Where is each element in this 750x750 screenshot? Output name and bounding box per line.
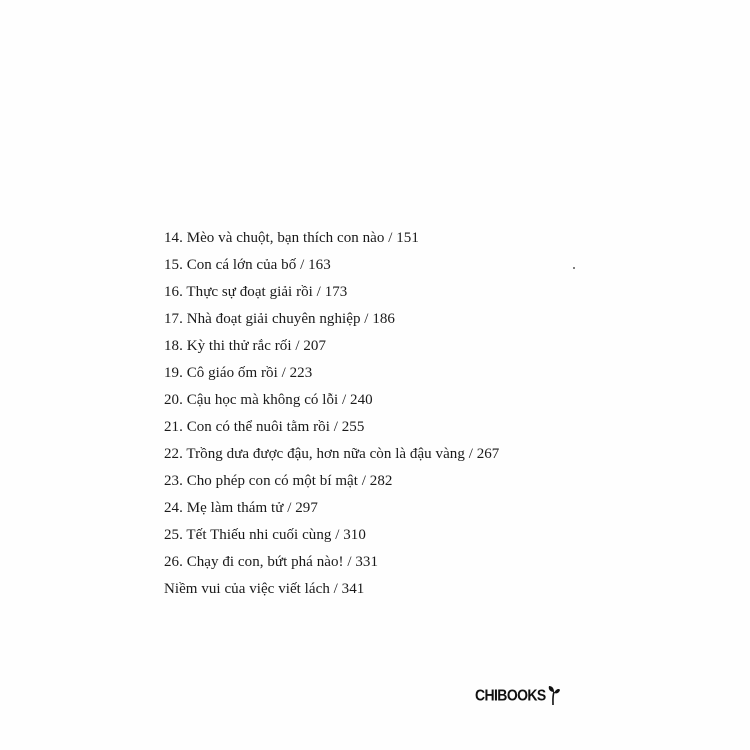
toc-entry-14: 14. Mèo và chuột, bạn thích con nào / 151 xyxy=(164,230,419,246)
toc-entry-23: 23. Cho phép con có một bí mật / 282 xyxy=(164,473,393,489)
toc-entry-22: 22. Trồng dưa được đậu, hơn nữa còn là đậu vàng / 267 xyxy=(164,446,500,462)
toc-entry-17: 17. Nhà đoạt giải chuyên nghiệp / 186 xyxy=(164,311,395,327)
publisher-logo xyxy=(475,683,561,707)
toc-entry-25: 25. Tết Thiếu nhi cuối cùng / 310 xyxy=(164,527,366,543)
toc-entry-21: 21. Con có thể nuôi tằm rồi / 255 xyxy=(164,419,365,435)
toc-entry-18: 18. Kỳ thi thử rắc rối / 207 xyxy=(164,338,327,354)
toc-entry-20: 20. Cậu học mà không có lỗi / 240 xyxy=(164,392,373,408)
publisher-logo-text: CHIBOOKS xyxy=(475,686,546,704)
sprout-icon xyxy=(547,684,561,706)
toc-entry-24: 24. Mẹ làm thám tử / 297 xyxy=(164,500,318,516)
toc-entry-16: 16. Thực sự đoạt giải rồi / 173 xyxy=(164,284,348,300)
toc-entry-15: 15. Con cá lớn của bố / 163 xyxy=(164,257,331,273)
table-of-contents xyxy=(164,228,499,606)
toc-entry-afterword: Niềm vui của việc viết lách / 341 xyxy=(164,581,365,597)
scan-speck xyxy=(573,267,575,269)
toc-entry-26: 26. Chạy đi con, bứt phá nào! / 331 xyxy=(164,554,379,570)
toc-entry-19: 19. Cô giáo ốm rồi / 223 xyxy=(164,365,313,381)
